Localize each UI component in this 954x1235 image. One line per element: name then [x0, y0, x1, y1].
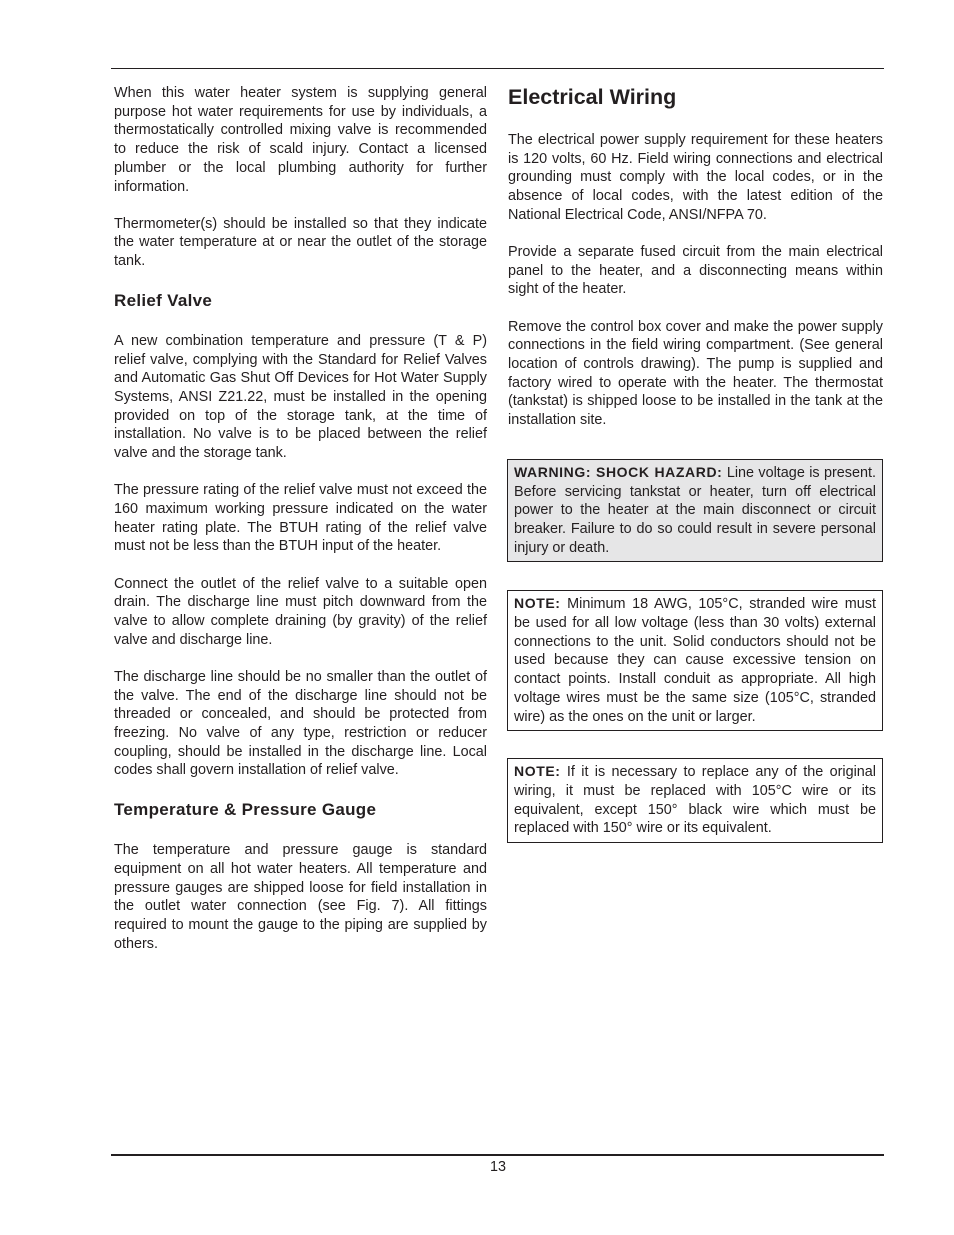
electrical-paragraph-1: The electrical power supply requirement for these heaters is 120 volts, 60 Hz. Field wiring connections and electrical grounding must comply with the local codes, or in the absence of local codes, with the latest edition of the National Electrical Code, ANSI/NFPA 70. — [508, 132, 883, 223]
header-rule — [111, 68, 884, 69]
relief-valve-paragraph-1: A new combination temperature and pressure (T & P) relief valve, complying with the Standard for Relief Valves and Automatic Gas Shut Off Devices for Hot Water Supply Systems, ANSI Z21.22, must be installed in the opening provided on top of the storage tank, at the time of installation. No valve is to be placed between the relief valve and the storage tank. — [114, 332, 487, 462]
right-column — [508, 84, 883, 843]
note2-text — [514, 762, 876, 838]
wire-gauge-note-box — [507, 590, 883, 731]
relief-valve-paragraph-4: The discharge line should be no smaller than the outlet of the valve. The end of the discharge line should not be threaded or concealed, and should be protected from freezing. No valve of any type, restriction or reducer coupling, should be installed in the discharge line. Local codes shall govern installation of relief valve. — [114, 668, 487, 779]
shock-hazard-warning-box — [507, 459, 883, 563]
warning-text — [514, 463, 876, 558]
note1-text — [514, 594, 876, 726]
note2-body: If it is necessary to replace any of the original wiring, it must be replaced with 105°C wire or its equivalent, except 150° black wire which must be replaced with 150° wire or its equivalent. — [514, 764, 876, 837]
footer-rule — [111, 1154, 884, 1156]
electrical-wiring-heading: Electrical Wiring — [508, 85, 677, 109]
electrical-paragraph-2: Provide a separate fused circuit from the main electrical panel to the heater, and a disconnecting means within sight of the heater. — [508, 244, 883, 298]
warning-label: WARNING: SHOCK HAZARD: — [514, 463, 723, 480]
relief-valve-paragraph-3: Connect the outlet of the relief valve to a suitable open drain. The discharge line must pitch downward from the valve to allow complete draining (by gravity) of the relief valve and discharge line. — [114, 575, 487, 648]
intro-paragraph-1: When this water heater system is supplying general purpose hot water requirements for use by individuals, a thermostatically controlled mixing valve is recommended to reduce the risk of scald injury. Contact a licensed plumber or the local plumbing authority for further information. — [114, 85, 487, 195]
relief-valve-paragraph-2: The pressure rating of the relief valve must not exceed the 160 maximum working pressure indicated on the water heater rating plate. The BTUH rating of the relief valve must not be less than the BTUH input of the heater. — [114, 482, 487, 555]
intro-paragraph-2: Thermometer(s) should be installed so that they indicate the water temperature at or near the outlet of the storage tank. — [114, 215, 487, 270]
left-column — [114, 84, 487, 972]
gauge-heading: Temperature & Pressure Gauge — [114, 800, 377, 820]
warning-body: Line voltage is present. Before servicing tankstat or heater, turn off electrical power to the heater at the main disconnect or circuit breaker. Failure to do so could result in severe personal injury or death. — [514, 464, 876, 556]
replacement-wiring-note-box — [507, 758, 883, 843]
page-number: 13 — [489, 1159, 506, 1175]
note1-body: Minimum 18 AWG, 105°C, stranded wire must be used for all low voltage (less than 30 volts) external connections to the unit. Solid conductors should not be used because they can cause excessive tension on contact points. Install conduit as appropriate. All high voltage wires must be the same size (105°C, stranded wire) as the ones on the unit or larger. — [514, 596, 876, 725]
note2-label: NOTE: — [514, 763, 561, 780]
gauge-paragraph: The temperature and pressure gauge is standard equipment on all hot water heaters. All temperature and pressure gauges are shipped loose for field installation in the outlet water connection (see Fig. 7). All fittings required to mount the gauge to the piping are supplied by others. — [114, 842, 487, 952]
note1-label: NOTE: — [514, 595, 561, 612]
electrical-paragraph-3: Remove the control box cover and make the power supply connections in the field wiring compartment. (See general location of controls drawing). The pump is supplied and factory wired to operate with the heater. The thermostat (tankstat) is shipped loose to be installed in the tank at the installation site. — [508, 318, 883, 429]
relief-valve-heading: Relief Valve — [114, 290, 213, 310]
